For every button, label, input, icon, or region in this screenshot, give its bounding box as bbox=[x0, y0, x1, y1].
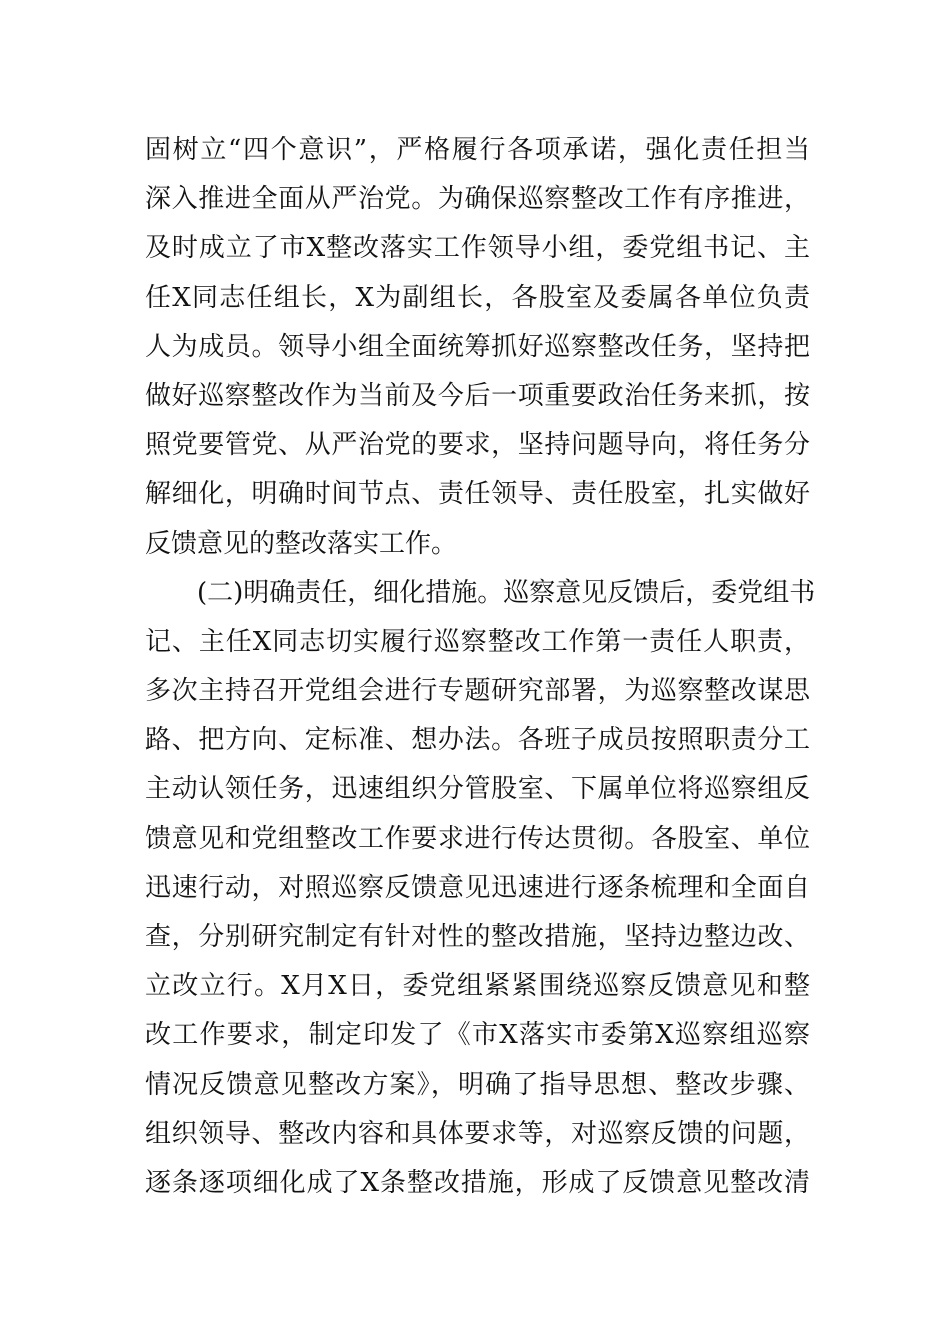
text-line: 组织领导、整改内容和具体要求等，对巡察反馈的问题， bbox=[145, 1118, 810, 1149]
text-line: 路、把方向、定标准、想办法。各班子成员按照职责分工 bbox=[145, 725, 810, 756]
text-line: 解细化，明确时间节点、责任领导、责任股室，扎实做好 bbox=[145, 479, 810, 510]
body-text bbox=[145, 126, 816, 1208]
text-line: 任X同志任组长，X为副组长，各股室及委属各单位负责 bbox=[145, 282, 810, 313]
text-line: 深入推进全面从严治党。为确保巡察整改工作有序推进， bbox=[145, 184, 810, 215]
text-line: 馈意见和党组整改工作要求进行传达贯彻。各股室、单位 bbox=[145, 823, 810, 854]
text-line: 人为成员。领导小组全面统筹抓好巡察整改任务，坚持把 bbox=[145, 331, 810, 362]
text-line: 及时成立了市X整改落实工作领导小组，委党组书记、主 bbox=[145, 233, 810, 264]
text-line: 情况反馈意见整改方案》，明确了指导思想、整改步骤、 bbox=[145, 1069, 810, 1100]
text-line: 多次主持召开党组会进行专题研究部署，为巡察整改谋思 bbox=[145, 676, 810, 707]
text-line: 迅速行动，对照巡察反馈意见迅速进行逐条梳理和全面自 bbox=[145, 872, 810, 903]
text-line: 做好巡察整改作为当前及今后一项重要政治任务来抓，按 bbox=[145, 380, 810, 411]
text-line: 立改立行。X月X日，委党组紧紧围绕巡察反馈意见和整 bbox=[145, 971, 810, 1002]
text-line: 改工作要求，制定印发了《市X落实市委第X巡察组巡察 bbox=[145, 1020, 810, 1051]
section-heading-line: (二)明确责任，细化措施。巡察意见反馈后，委党组书 bbox=[197, 577, 816, 608]
text-line: 固树立“四个意识”，严格履行各项承诺，强化责任担当 bbox=[145, 135, 810, 165]
text-line: 反馈意见的整改落实工作。 bbox=[145, 528, 458, 559]
text-line: 主动认领任务，迅速组织分管股室、下属单位将巡察组反 bbox=[145, 774, 810, 805]
text-line: 查，分别研究制定有针对性的整改措施，坚持边整边改、 bbox=[145, 922, 810, 952]
text-line: 逐条逐项细化成了X条整改措施，形成了反馈意见整改清 bbox=[145, 1167, 810, 1198]
text-line: 照党要管党、从严治党的要求，坚持问题导向，将任务分 bbox=[145, 430, 810, 461]
text-line: 记、主任X同志切实履行巡察整改工作第一责任人职责， bbox=[145, 626, 810, 657]
